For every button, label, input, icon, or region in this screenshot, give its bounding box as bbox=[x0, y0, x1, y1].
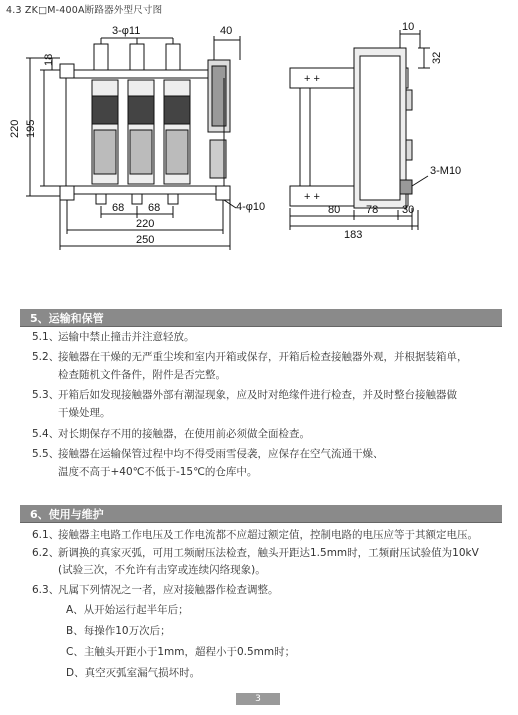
dim-68-right: 68 bbox=[148, 202, 161, 214]
dim-40: 40 bbox=[220, 25, 233, 37]
section-header-transport bbox=[20, 309, 502, 327]
item-number: 5.2、 bbox=[32, 351, 60, 363]
list-item bbox=[32, 546, 479, 560]
sub-item: A、从开始运行起半年后； bbox=[66, 604, 189, 616]
item-text-continued: 检查随机文件备件，附件是否完整。 bbox=[58, 369, 226, 381]
dim-195-vertical: 195 bbox=[25, 119, 37, 138]
item-text: 运输中禁止撞击并注意轻放。 bbox=[58, 331, 195, 343]
dim-68-left: 68 bbox=[112, 202, 125, 214]
list-item bbox=[32, 583, 279, 597]
item-number: 5.5、 bbox=[32, 448, 60, 460]
item-text: 接触器主电路工作电压及工作电流都不应超过额定值，控制电路的电压应等于其额定电压。 bbox=[58, 529, 478, 541]
item-number: 5.4、 bbox=[32, 428, 60, 440]
list-item bbox=[32, 427, 310, 441]
dim-32: 32 bbox=[431, 51, 443, 64]
screw-label: 3-M10 bbox=[430, 165, 462, 177]
item-text: 开箱后如发现接触器外部有潮湿现象，应及时对绝缘件进行检查，并及时整台接触器做 bbox=[58, 389, 457, 401]
dim-30: 30 bbox=[402, 204, 415, 216]
section-title: 5、运输和保管 bbox=[30, 312, 104, 325]
item-number: 5.3、 bbox=[32, 389, 60, 401]
dim-80: 80 bbox=[328, 204, 341, 216]
svg-text:+ +: + + bbox=[304, 191, 320, 203]
list-item bbox=[32, 350, 468, 364]
list-item bbox=[32, 447, 384, 461]
item-number: 6.2、 bbox=[32, 547, 60, 559]
item-text: 凡属下列情况之一者，应对接触器作检查调整。 bbox=[58, 584, 279, 596]
dim-18: 18 bbox=[43, 53, 55, 66]
dim-250: 250 bbox=[136, 234, 155, 246]
list-item bbox=[32, 388, 457, 402]
item-text: 对长期保存不用的接触器，在使用前必须做全面检查。 bbox=[58, 428, 310, 440]
dim-220-horizontal: 220 bbox=[136, 218, 155, 230]
hole-label: 3-φ11 bbox=[112, 25, 141, 37]
item-number: 6.1、 bbox=[32, 529, 60, 541]
item-text: 新调换的真家灭弧，可用工频耐压法检查，触头开距达1.5mm时，工频耐压试验值为10kV bbox=[58, 547, 479, 559]
dimension-drawing bbox=[0, 0, 518, 300]
mount-label: 4-φ10 bbox=[236, 201, 266, 213]
sub-item: D、真空灭弧室漏气损坏时。 bbox=[66, 667, 201, 679]
section-header-usage bbox=[20, 505, 502, 523]
item-text-continued: 干燥处理。 bbox=[58, 407, 111, 419]
dim-10: 10 bbox=[402, 21, 415, 33]
page-number: 3 bbox=[236, 693, 280, 705]
dim-78: 78 bbox=[366, 204, 379, 216]
sub-item: C、主触头开距小于1mm，超程小于0.5mm时； bbox=[66, 646, 296, 658]
svg-text:+ +: + + bbox=[304, 73, 320, 85]
item-number: 6.3、 bbox=[32, 584, 60, 596]
item-text-continued: (试验三次，不允许有击穿或连续闪络现象)。 bbox=[58, 564, 266, 576]
item-text-continued: 温度不高于+40℃不低于-15℃的仓库中。 bbox=[58, 466, 258, 478]
dim-183: 183 bbox=[344, 229, 363, 241]
figure-caption: 4.3 ZK□M-400A断路器外型尺寸图 bbox=[6, 5, 163, 16]
list-item bbox=[32, 528, 478, 542]
item-number: 5.1、 bbox=[32, 331, 60, 343]
item-text: 接触器在运输保管过程中均不得受雨雪侵袭，应保存在空气流通干燥、 bbox=[58, 448, 384, 460]
dim-220-vertical: 220 bbox=[9, 119, 21, 138]
section-title: 6、使用与维护 bbox=[30, 508, 104, 521]
sub-item: B、每操作10万次后； bbox=[66, 625, 171, 637]
list-item bbox=[32, 330, 195, 344]
item-text: 接触器在干燥的无严重尘埃和室内开箱或保存，开箱后检查接触器外观，并根据装箱单， bbox=[58, 351, 468, 363]
